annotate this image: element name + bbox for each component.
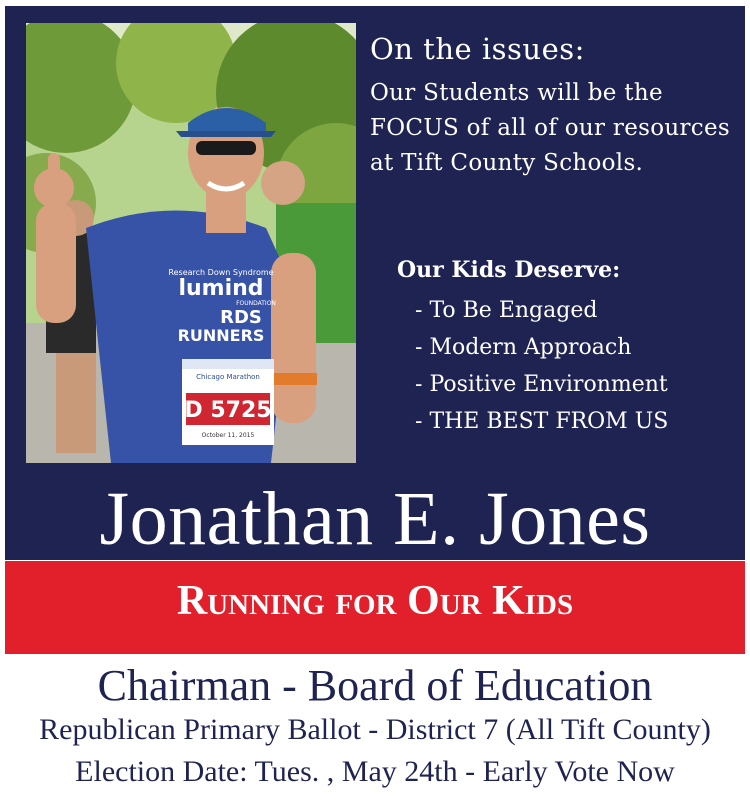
bib-number: D 5725	[184, 398, 272, 423]
runner-photo-illustration	[26, 23, 356, 463]
list-item: - To Be Engaged	[415, 292, 668, 329]
shirt-logo: lumind	[178, 276, 264, 301]
top-panel	[5, 6, 745, 560]
list-item: - THE BEST FROM US	[415, 403, 668, 440]
list-item: - Modern Approach	[415, 329, 668, 366]
list-item: - Positive Environment	[415, 366, 668, 403]
candidate-photo	[26, 23, 356, 463]
slogan-band	[5, 561, 745, 654]
candidate-name: Jonathan E. Jones	[99, 477, 651, 561]
election-date: Election Date: Tues. , May 24th - Early Vote Now	[75, 755, 675, 788]
issues-title: On the issues:	[370, 32, 585, 66]
kids-deserve-list	[415, 292, 668, 440]
shirt-team-line1: RDS	[220, 307, 262, 328]
ballot-info: Republican Primary Ballot - District 7 (All Tift County)	[39, 713, 711, 746]
shirt-small-text: Research Down Syndrome	[168, 268, 274, 277]
office-title: Chairman - Board of Education	[97, 661, 653, 710]
kids-deserve-title: Our Kids Deserve:	[397, 257, 621, 283]
slogan: Running for Our Kids	[176, 578, 574, 624]
issues-body: Our Students will be the FOCUS of all of our resources at Tift County Schools.	[370, 80, 730, 176]
bib-header: Chicago Marathon	[196, 373, 260, 381]
shirt-logo-sub: FOUNDATION	[236, 300, 276, 307]
bib-date: October 11, 2015	[201, 432, 255, 439]
shirt-team-line2: RUNNERS	[177, 326, 265, 345]
